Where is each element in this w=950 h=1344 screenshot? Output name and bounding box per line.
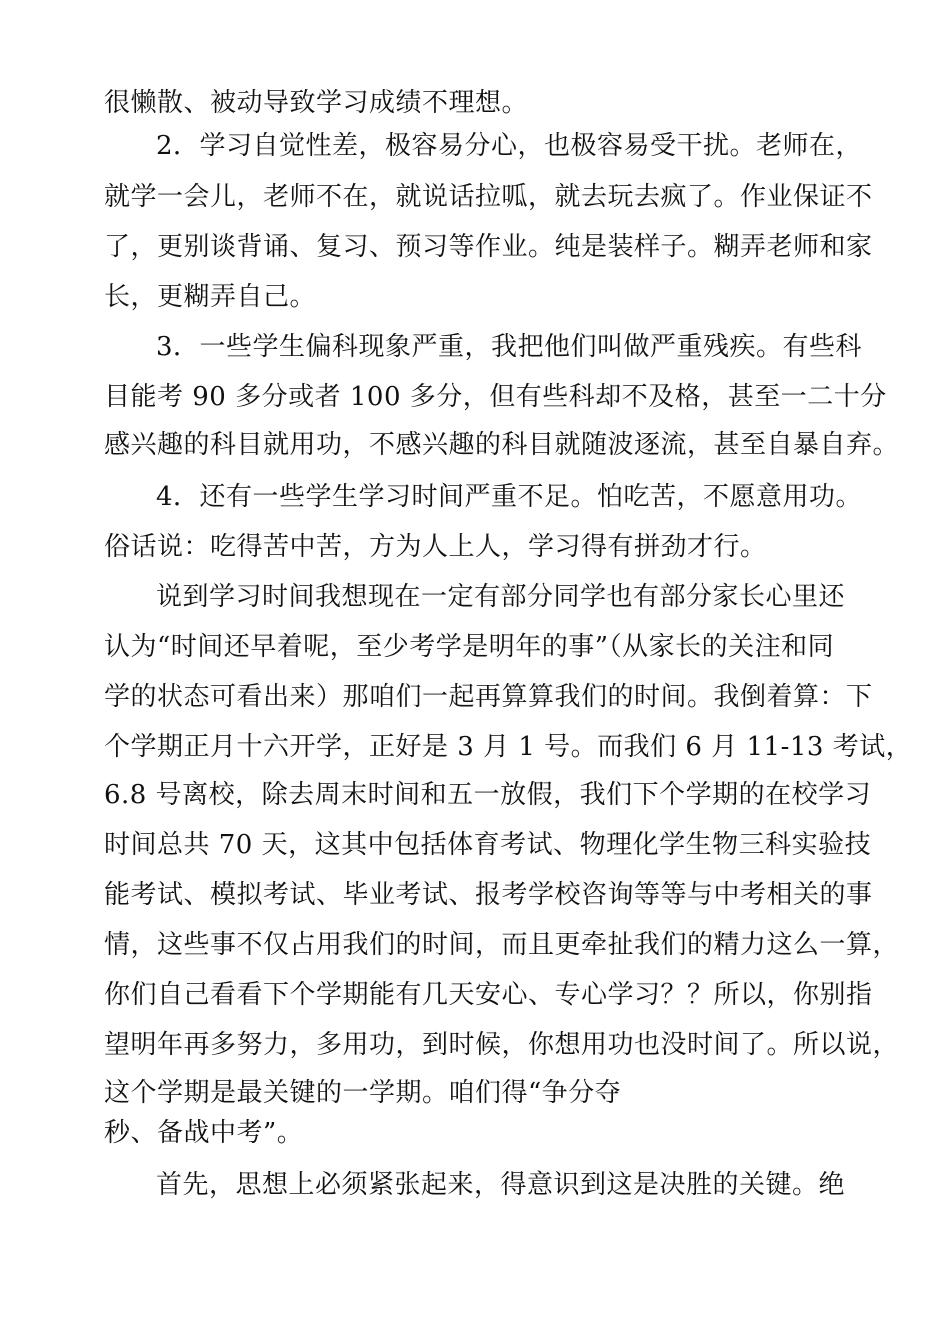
text-line: 这个学期是最关键的一学期。咱们得“争分夺: [104, 1078, 622, 1108]
text-line: 6.8 号离校，除去周末时间和五一放假，我们下个学期的在校学习: [104, 780, 872, 810]
text-line: 能考试、模拟考试、毕业考试、报考学校咨询等等与中考相关的事: [104, 880, 873, 910]
text-line: 说到学习时间我想现在一定有部分同学也有部分家长心里还: [156, 582, 846, 612]
text-line: 个学期正月十六开学，正好是 3 月 1 号。而我们 6 月 11-13 考试，: [104, 732, 913, 762]
text-line: 很懒散、被动导致学习成绩不理想。: [104, 88, 529, 118]
text-line: 就学一会儿，老师不在，就说话拉呱，就去玩去疯了。作业保证不: [104, 182, 873, 212]
text-line: 4．还有一些学生学习时间严重不足。怕吃苦，不愿意用功。: [156, 482, 863, 512]
text-line: 感兴趣的科目就用功，不感兴趣的科目就随波逐流，甚至自暴自弃。: [104, 430, 900, 460]
text-line: 了，更别谈背诵、复习、预习等作业。纯是装样子。糊弄老师和家: [104, 232, 873, 262]
text-line: 你们自己看看下个学期能有几天安心、专心学习？？所以，你别指: [104, 980, 873, 1010]
text-line: 情，这些事不仅占用我们的时间，而且更牵扯我们的精力这么一算，: [104, 930, 900, 960]
text-line: 学的状态可看出来）那咱们一起再算算我们的时间。我倒着算：下: [104, 682, 873, 712]
text-line: 3．一些学生偏科现象严重，我把他们叫做严重残疾。有些科: [156, 332, 863, 362]
text-line: 认为“时间还早着呢，至少考学是明年的事”（从家长的关注和同: [104, 632, 835, 662]
text-line: 目能考 90 多分或者 100 多分，但有些科却不及格，甚至一二十分: [104, 382, 887, 412]
text-line: 望明年再多努力，多用功，到时候，你想用功也没时间了。所以说，: [104, 1030, 900, 1060]
text-line: 长，更糊弄自己。: [104, 282, 317, 312]
text-line: 俗话说：吃得苦中苦，方为人上人，学习得有拼劲才行。: [104, 532, 767, 562]
text-line: 首先，思想上必须紧张起来，得意识到这是决胜的关键。绝: [156, 1170, 846, 1200]
text-line: 时间总共 70 天，这其中包括体育考试、物理化学生物三科实验技: [104, 830, 872, 860]
text-line: 秒、备战中考”。: [104, 1118, 304, 1148]
text-line: 2．学习自觉性差，极容易分心，也极容易受干扰。老师在，: [156, 131, 863, 161]
